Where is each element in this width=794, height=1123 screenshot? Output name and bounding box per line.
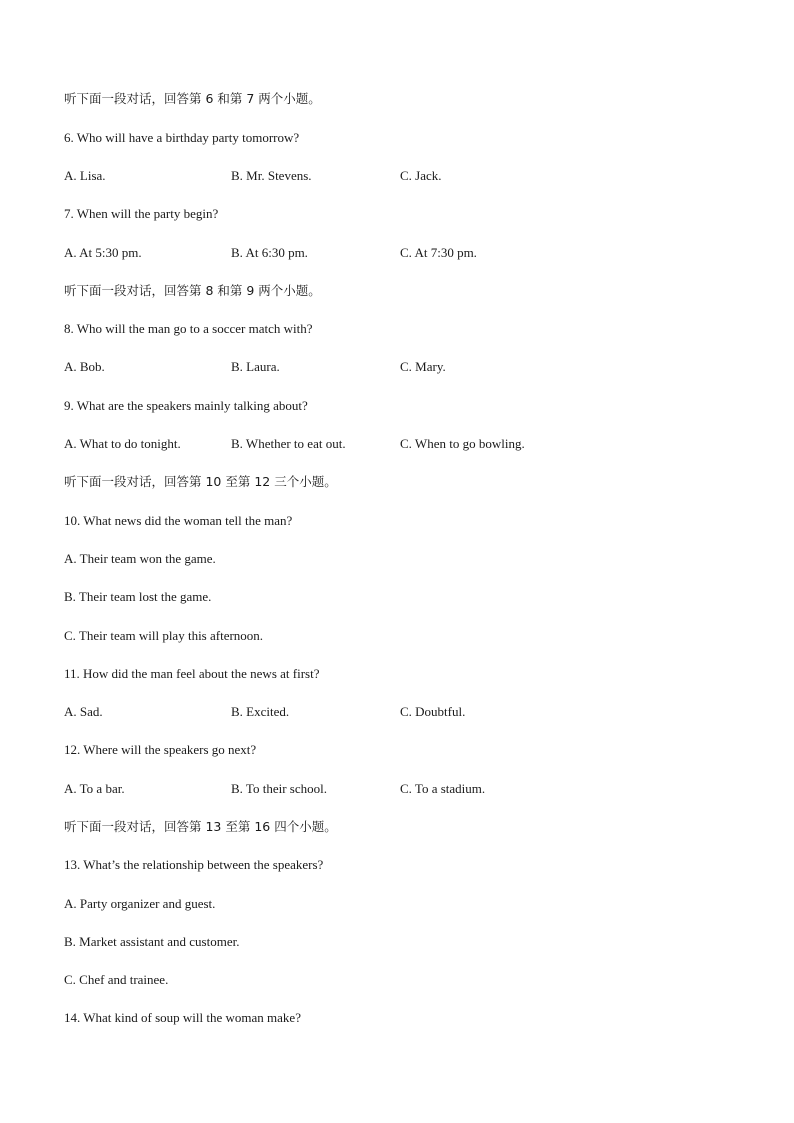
option-b: B. Laura. bbox=[231, 359, 280, 374]
option-b: B. Whether to eat out. bbox=[231, 436, 346, 451]
option-b: B. At 6:30 pm. bbox=[231, 245, 308, 260]
option-c: C. Chef and trainee. bbox=[64, 972, 169, 987]
option-c: C. Mary. bbox=[400, 359, 446, 374]
option-a: A. What to do tonight. bbox=[64, 436, 181, 451]
section-instruction: 听下面一段对话，回答第 8 和第 9 两个小题。 bbox=[64, 283, 321, 298]
option-b: B. Excited. bbox=[231, 704, 290, 719]
option-a: A. Sad. bbox=[64, 704, 103, 719]
option-c: C. When to go bowling. bbox=[400, 436, 525, 451]
question-stem: 7. When will the party begin? bbox=[64, 206, 219, 221]
option-a: A. At 5:30 pm. bbox=[64, 245, 142, 260]
option-a: A. Bob. bbox=[64, 359, 105, 374]
option-c: C. To a stadium. bbox=[400, 781, 486, 796]
question-stem: 10. What news did the woman tell the man? bbox=[64, 513, 293, 528]
question-stem: 8. Who will the man go to a soccer match with? bbox=[64, 321, 313, 336]
option-b: B. Their team lost the game. bbox=[64, 589, 212, 604]
question-stem: 9. What are the speakers mainly talking about? bbox=[64, 398, 308, 413]
section-instruction: 听下面一段对话，回答第 6 和第 7 两个小题。 bbox=[64, 91, 321, 106]
option-b: B. Market assistant and customer. bbox=[64, 934, 240, 949]
question-stem: 12. Where will the speakers go next? bbox=[64, 742, 257, 757]
option-b: B. To their school. bbox=[231, 781, 327, 796]
option-a: A. Their team won the game. bbox=[64, 551, 216, 566]
section-instruction: 听下面一段对话，回答第 10 至第 12 三个小题。 bbox=[64, 474, 337, 489]
question-stem: 13. What’s the relationship between the speakers? bbox=[64, 857, 324, 872]
question-stem: 6. Who will have a birthday party tomorrow? bbox=[64, 130, 300, 145]
option-c: C. Their team will play this afternoon. bbox=[64, 628, 264, 643]
option-a: A. Party organizer and guest. bbox=[64, 896, 216, 911]
option-c: C. At 7:30 pm. bbox=[400, 245, 477, 260]
option-c: C. Doubtful. bbox=[400, 704, 466, 719]
option-b: B. Mr. Stevens. bbox=[231, 168, 312, 183]
option-c: C. Jack. bbox=[400, 168, 442, 183]
section-instruction: 听下面一段对话，回答第 13 至第 16 四个小题。 bbox=[64, 819, 337, 834]
question-stem: 11. How did the man feel about the news at first? bbox=[64, 666, 320, 681]
option-a: A. To a bar. bbox=[64, 781, 125, 796]
option-a: A. Lisa. bbox=[64, 168, 106, 183]
question-stem: 14. What kind of soup will the woman make? bbox=[64, 1010, 301, 1025]
